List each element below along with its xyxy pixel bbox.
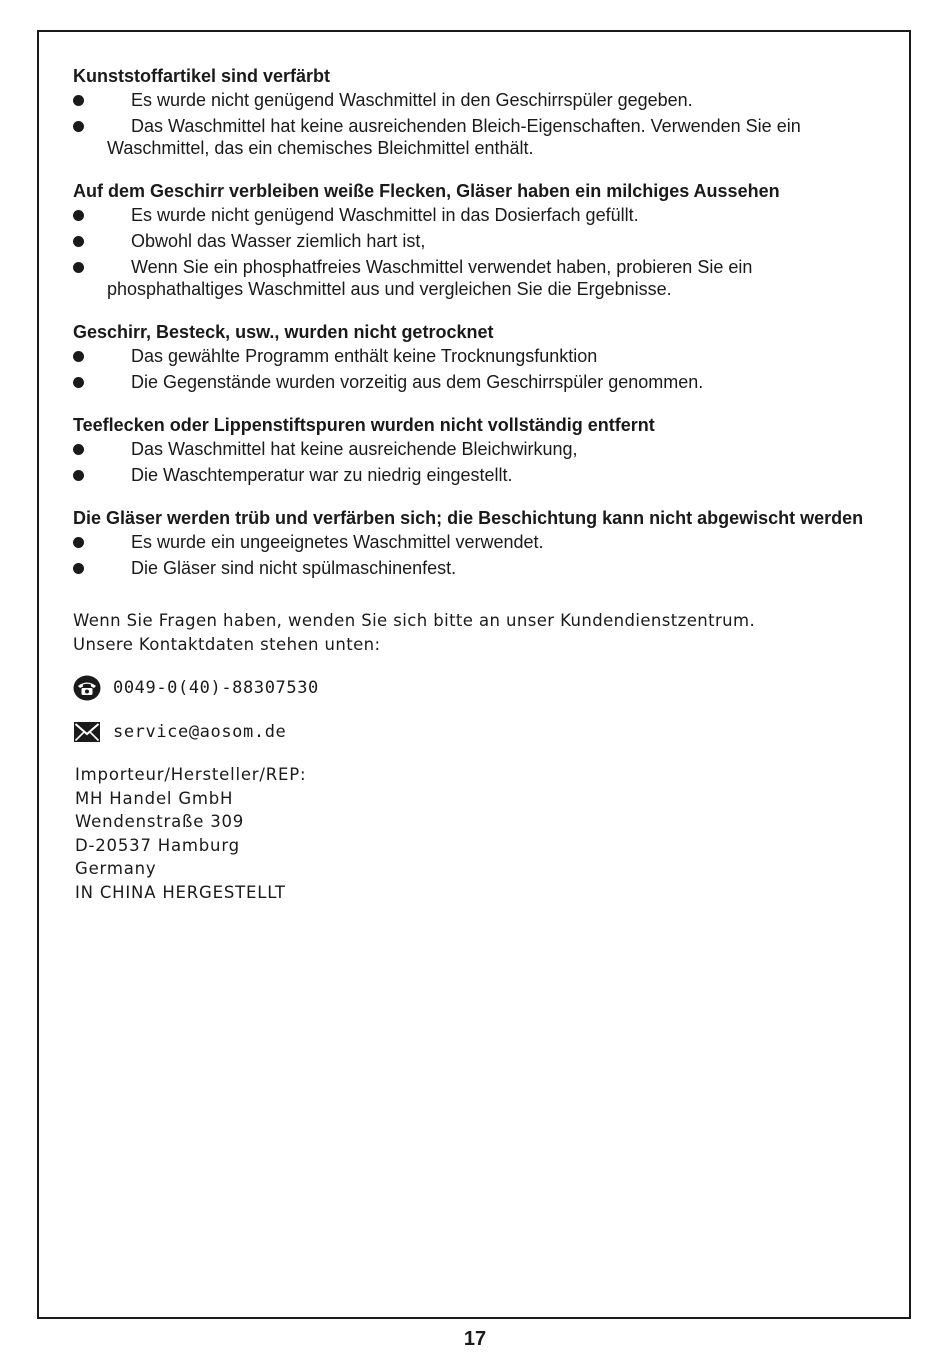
bullet-icon — [73, 563, 84, 574]
list-item: Es wurde nicht genügend Waschmittel in das Dosierfach gefüllt. — [73, 204, 893, 226]
section-tea-stains — [73, 415, 893, 486]
contact-intro — [73, 609, 893, 657]
bullet-icon — [73, 262, 84, 273]
bullet-icon — [73, 95, 84, 106]
page-number: 17 — [463, 1328, 487, 1350]
telephone-icon — [73, 675, 101, 701]
bullet-icon — [73, 236, 84, 247]
email-contact — [73, 719, 893, 745]
section-heading: Die Gläser werden trüb und verfärben sich; die Beschichtung kann nicht abgewischt werden — [73, 508, 864, 528]
bullet-icon — [73, 121, 84, 132]
section-plastic-discolored — [73, 66, 893, 159]
section-heading: Auf dem Geschirr verbleiben weiße Flecken, Gläser haben ein milchiges Aussehen — [73, 181, 780, 201]
importer-address — [73, 763, 893, 904]
email-address[interactable]: service@aosom.de — [113, 722, 287, 742]
section-heading: Teeflecken oder Lippenstiftspuren wurden nicht vollständig entfernt — [73, 415, 655, 435]
contact-intro-line: Unsere Kontaktdaten stehen unten: — [73, 635, 381, 654]
phone-number[interactable]: 0049-0(40)-88307530 — [113, 678, 319, 698]
list-item: Es wurde nicht genügend Waschmittel in den Geschirrspüler gegeben. — [73, 89, 893, 111]
bullet-icon — [73, 537, 84, 548]
contact-intro-line: Wenn Sie Fragen haben, wenden Sie sich bitte an unser Kundendienstzentrum. — [73, 611, 756, 630]
section-white-spots — [73, 181, 893, 300]
bullet-icon — [73, 377, 84, 388]
list-item: Es wurde ein ungeeignetes Waschmittel verwendet. — [73, 531, 893, 553]
list-item: Die Gegenstände wurden vorzeitig aus dem Geschirrspüler genommen. — [73, 371, 893, 393]
section-heading: Kunststoffartikel sind verfärbt — [73, 66, 331, 86]
address-line: Importeur/Hersteller/REP: — [75, 765, 307, 784]
list-item: Das Waschmittel hat keine ausreichenden Bleich-Eigenschaften. Verwenden Sie ein Waschmittel, das ein chemisches Bleichmittel enthält. — [73, 115, 893, 159]
address-line: MH Handel GmbH — [75, 788, 234, 808]
list-item: Die Gläser sind nicht spülmaschinenfest. — [73, 557, 893, 579]
section-not-dried — [73, 322, 893, 393]
list-item: Das Waschmittel hat keine ausreichende Bleichwirkung, — [73, 438, 893, 460]
list-item: Die Waschtemperatur war zu niedrig eingestellt. — [73, 464, 893, 486]
bullet-icon — [73, 470, 84, 481]
bullet-icon — [73, 444, 84, 455]
address-line: Germany — [75, 859, 157, 878]
phone-contact — [73, 675, 893, 701]
section-cloudy-glasses — [73, 508, 893, 579]
page-content — [73, 66, 893, 904]
bullet-icon — [73, 351, 84, 362]
address-line: D-20537 Hamburg — [75, 835, 240, 855]
envelope-icon — [73, 719, 101, 745]
address-line: Wendenstraße 309 — [75, 812, 245, 831]
section-heading: Geschirr, Besteck, usw., wurden nicht getrocknet — [73, 322, 494, 342]
list-item: Obwohl das Wasser ziemlich hart ist, — [73, 230, 893, 252]
list-item: Wenn Sie ein phosphatfreies Waschmittel verwendet haben, probieren Sie ein phosphathaltiges Waschmittel aus und vergleichen Sie die Ergebnisse. — [73, 256, 893, 300]
list-item: Das gewählte Programm enthält keine Trocknungsfunktion — [73, 345, 893, 367]
bullet-icon — [73, 210, 84, 221]
address-line: IN CHINA HERGESTELLT — [75, 882, 286, 902]
